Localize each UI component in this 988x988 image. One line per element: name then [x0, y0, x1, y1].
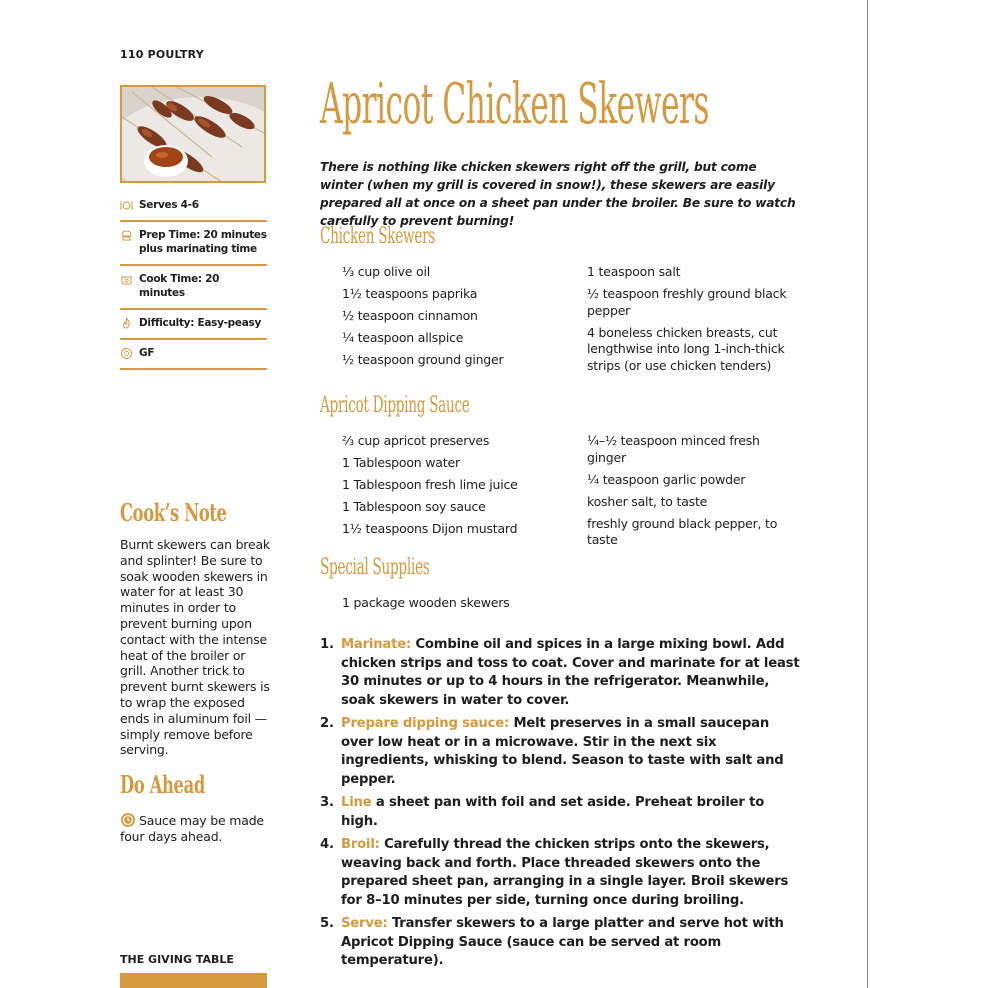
ingredient-item: ¼ teaspoon allspice [342, 330, 464, 345]
instruction-step [320, 715, 800, 789]
section-heading-sauce: Apricot Dipping Sauce [320, 393, 470, 418]
instruction-step [320, 915, 800, 971]
recipe-photo [120, 85, 266, 183]
ingredient-item: ½ teaspoon freshly ground black pepper [587, 286, 787, 318]
step-number: 1. [320, 637, 334, 652]
instruction-step [320, 794, 800, 831]
page-header: 110 POULTRY [120, 48, 204, 61]
step-body [341, 636, 800, 710]
meta-cook-text: Cook Time: 20 minutes [139, 273, 220, 299]
step-number: 2. [320, 716, 334, 731]
supplies-list [342, 595, 557, 617]
step-body [341, 794, 800, 831]
ingredients-sauce-right [587, 433, 802, 554]
clock-badge-icon [120, 812, 136, 828]
meta-diet [120, 340, 267, 370]
step-lead: Broil: [341, 837, 380, 852]
ingredient-item: 1 Tablespoon fresh lime juice [342, 477, 518, 492]
footer-accent-bar [120, 973, 267, 988]
cooks-note-body: Burnt skewers can break and splinter! Be sure to soak wooden skewers in water for at least 30 minutes in order to prevent burning upon contact with the intense heat of the broiler or grill. Another trick to prevent burnt skewers is to wrap the exposed ends in aluminum foil — simply remove before serving. [120, 537, 270, 758]
ingredient-item: 1½ teaspoons Dijon mustard [342, 521, 518, 536]
step-lead: Prepare dipping sauce: [341, 716, 510, 731]
meta-difficulty-text: Difficulty: Easy-peasy [139, 317, 261, 329]
pot-icon [120, 273, 133, 286]
ingredient-item: ⅔ cup apricot preserves [342, 433, 490, 448]
ingredient-item: 1 Tablespoon water [342, 455, 460, 470]
meta-diet-text: GF [139, 347, 155, 359]
instruction-step [320, 836, 800, 910]
section-heading-supplies: Special Supplies [320, 555, 430, 580]
ingredient-item: ¼–½ teaspoon minced fresh ginger [587, 433, 760, 465]
step-text: Melt preserves in a small saucepan over low heat or in a microwave. Stir in the next six ingredients, whisking to blend. Season to taste with salt and pepper. [341, 716, 784, 787]
cooks-note [120, 498, 270, 758]
ingredient-item: ½ teaspoon cinnamon [342, 308, 478, 323]
step-text: a sheet pan with foil and set aside. Preheat broiler to high. [341, 795, 765, 829]
step-body [341, 715, 800, 789]
step-lead: Line [341, 795, 372, 810]
step-lead: Marinate: [341, 637, 412, 652]
prep-hat-icon [120, 229, 133, 242]
ingredient-item: 1 teaspoon salt [587, 264, 681, 279]
step-text: Transfer skewers to a large platter and serve hot with Apricot Dipping Sauce (sauce can be served at room temperature). [341, 916, 784, 968]
do-ahead [120, 770, 270, 845]
gf-circle-icon [120, 347, 133, 360]
meta-serves [120, 192, 267, 222]
ingredient-item: 1 Tablespoon soy sauce [342, 499, 486, 514]
ingredients-sauce-left [342, 433, 557, 543]
utensils-icon [120, 199, 133, 212]
ingredient-item: ⅓ cup olive oil [342, 264, 431, 279]
ingredient-item: freshly ground black pepper, to taste [587, 515, 778, 547]
ingredient-item: ¼ teaspoon garlic powder [587, 471, 746, 487]
meta-cook [120, 266, 267, 310]
instructions-list [320, 636, 800, 976]
recipe-title: Apricot Chicken Skewers [320, 72, 709, 137]
do-ahead-heading: Do Ahead [120, 770, 205, 799]
meta-difficulty [120, 310, 267, 340]
ingredient-item: ½ teaspoon ground ginger [342, 352, 504, 367]
ingredient-item: 1 package wooden skewers [342, 595, 510, 610]
do-ahead-body: Sauce may be made four days ahead. [120, 813, 264, 844]
step-number: 5. [320, 916, 334, 931]
page-edge-line [867, 0, 868, 988]
instruction-step [320, 636, 800, 710]
ingredient-item: 4 boneless chicken breasts, cut lengthwise into long 1-inch-thick strips (or use chicken tenders) [587, 324, 785, 373]
step-text: Combine oil and spices in a large mixing bowl. Add chicken strips and toss to coat. Cover and marinate for at least 30 minutes or up to 4 hours in the refrigerator. Meanwhile, soak skewers in water to cover. [341, 637, 800, 708]
step-number: 4. [320, 837, 334, 852]
meta-prep [120, 222, 267, 266]
section-heading-chicken: Chicken Skewers [320, 224, 435, 249]
recipe-intro: There is nothing like chicken skewers right off the grill, but come winter (when my grill is covered in snow!), these skewers are easily prepared all at once on a sheet pan under the broiler. Be sure to watch carefully to prevent burning! [320, 160, 796, 228]
ingredient-item: kosher salt, to taste [587, 493, 708, 509]
footer-book-title: THE GIVING TABLE [120, 953, 234, 966]
step-lead: Serve: [341, 916, 388, 931]
recipe-meta [120, 192, 267, 370]
step-text: Carefully thread the chicken strips onto the skewers, weaving back and forth. Place threaded skewers onto the prepared sheet pan, arranging in a single layer. Broil skewers for 8–10 minutes per side, turning once during broiling. [341, 837, 789, 908]
meta-prep-text: Prep Time: 20 minutes plus marinating time [139, 229, 267, 255]
cooks-note-heading: Cook’s Note [120, 498, 227, 527]
do-ahead-body-wrap [120, 812, 270, 845]
step-body [341, 836, 800, 910]
flame-icon [120, 317, 133, 330]
ingredient-item: 1½ teaspoons paprika [342, 286, 478, 301]
ingredients-chicken-right [587, 264, 802, 380]
step-number: 3. [320, 795, 334, 810]
step-body [341, 915, 800, 971]
ingredients-chicken-left [342, 264, 557, 374]
meta-serves-text: Serves 4-6 [139, 199, 199, 211]
